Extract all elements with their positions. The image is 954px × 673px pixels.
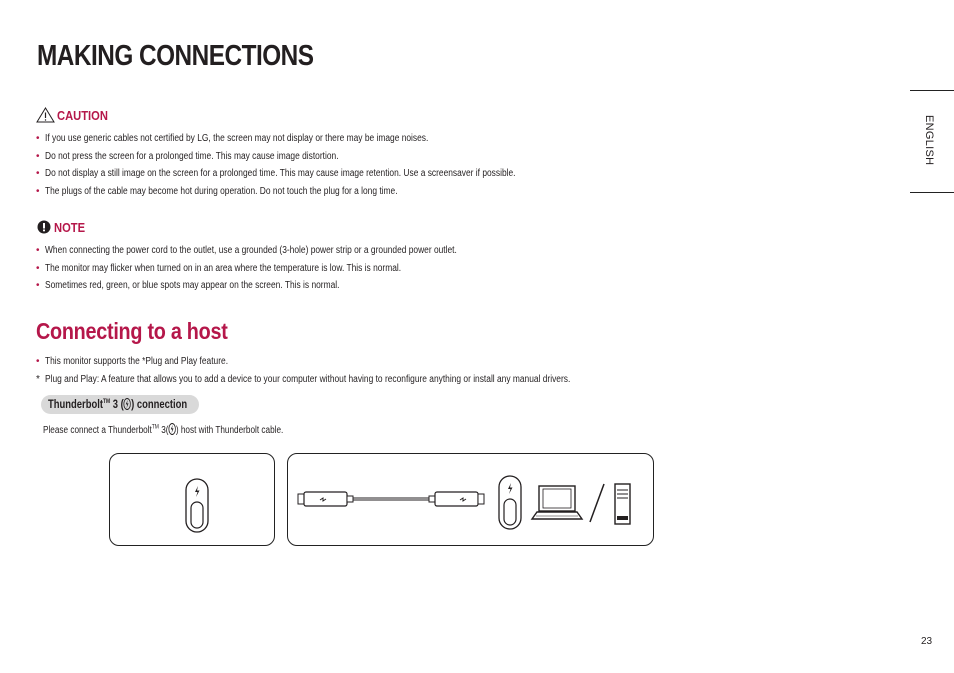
thunderbolt-port-icon xyxy=(110,454,274,545)
connection-description: Please connect a Thunderbolt™ 3( ) host with Thunderbolt cable. xyxy=(43,424,284,436)
thunderbolt-icon xyxy=(168,423,175,435)
monitor-port-illustration xyxy=(109,453,275,546)
page-number: 23 xyxy=(921,636,933,647)
caution-heading: CAUTION xyxy=(57,108,108,123)
exclamation-circle-icon xyxy=(37,220,51,234)
subsection-label: Thunderbolt™ 3 ( ) connection xyxy=(48,399,188,411)
host-connection-illustration xyxy=(287,453,654,546)
desktop-tower-icon xyxy=(615,484,630,524)
thunderbolt-port-icon xyxy=(499,476,521,529)
subsection-pill xyxy=(41,395,199,414)
thunderbolt-cable-icon xyxy=(298,492,484,506)
note-heading: NOTE xyxy=(54,220,86,235)
page-title: MAKING CONNECTIONS xyxy=(37,40,314,72)
laptop-icon xyxy=(532,486,582,519)
warning-triangle-icon xyxy=(36,107,56,123)
language-label: ENGLISH xyxy=(923,115,935,166)
language-tab xyxy=(910,90,954,193)
section-title: Connecting to a host xyxy=(36,318,228,344)
